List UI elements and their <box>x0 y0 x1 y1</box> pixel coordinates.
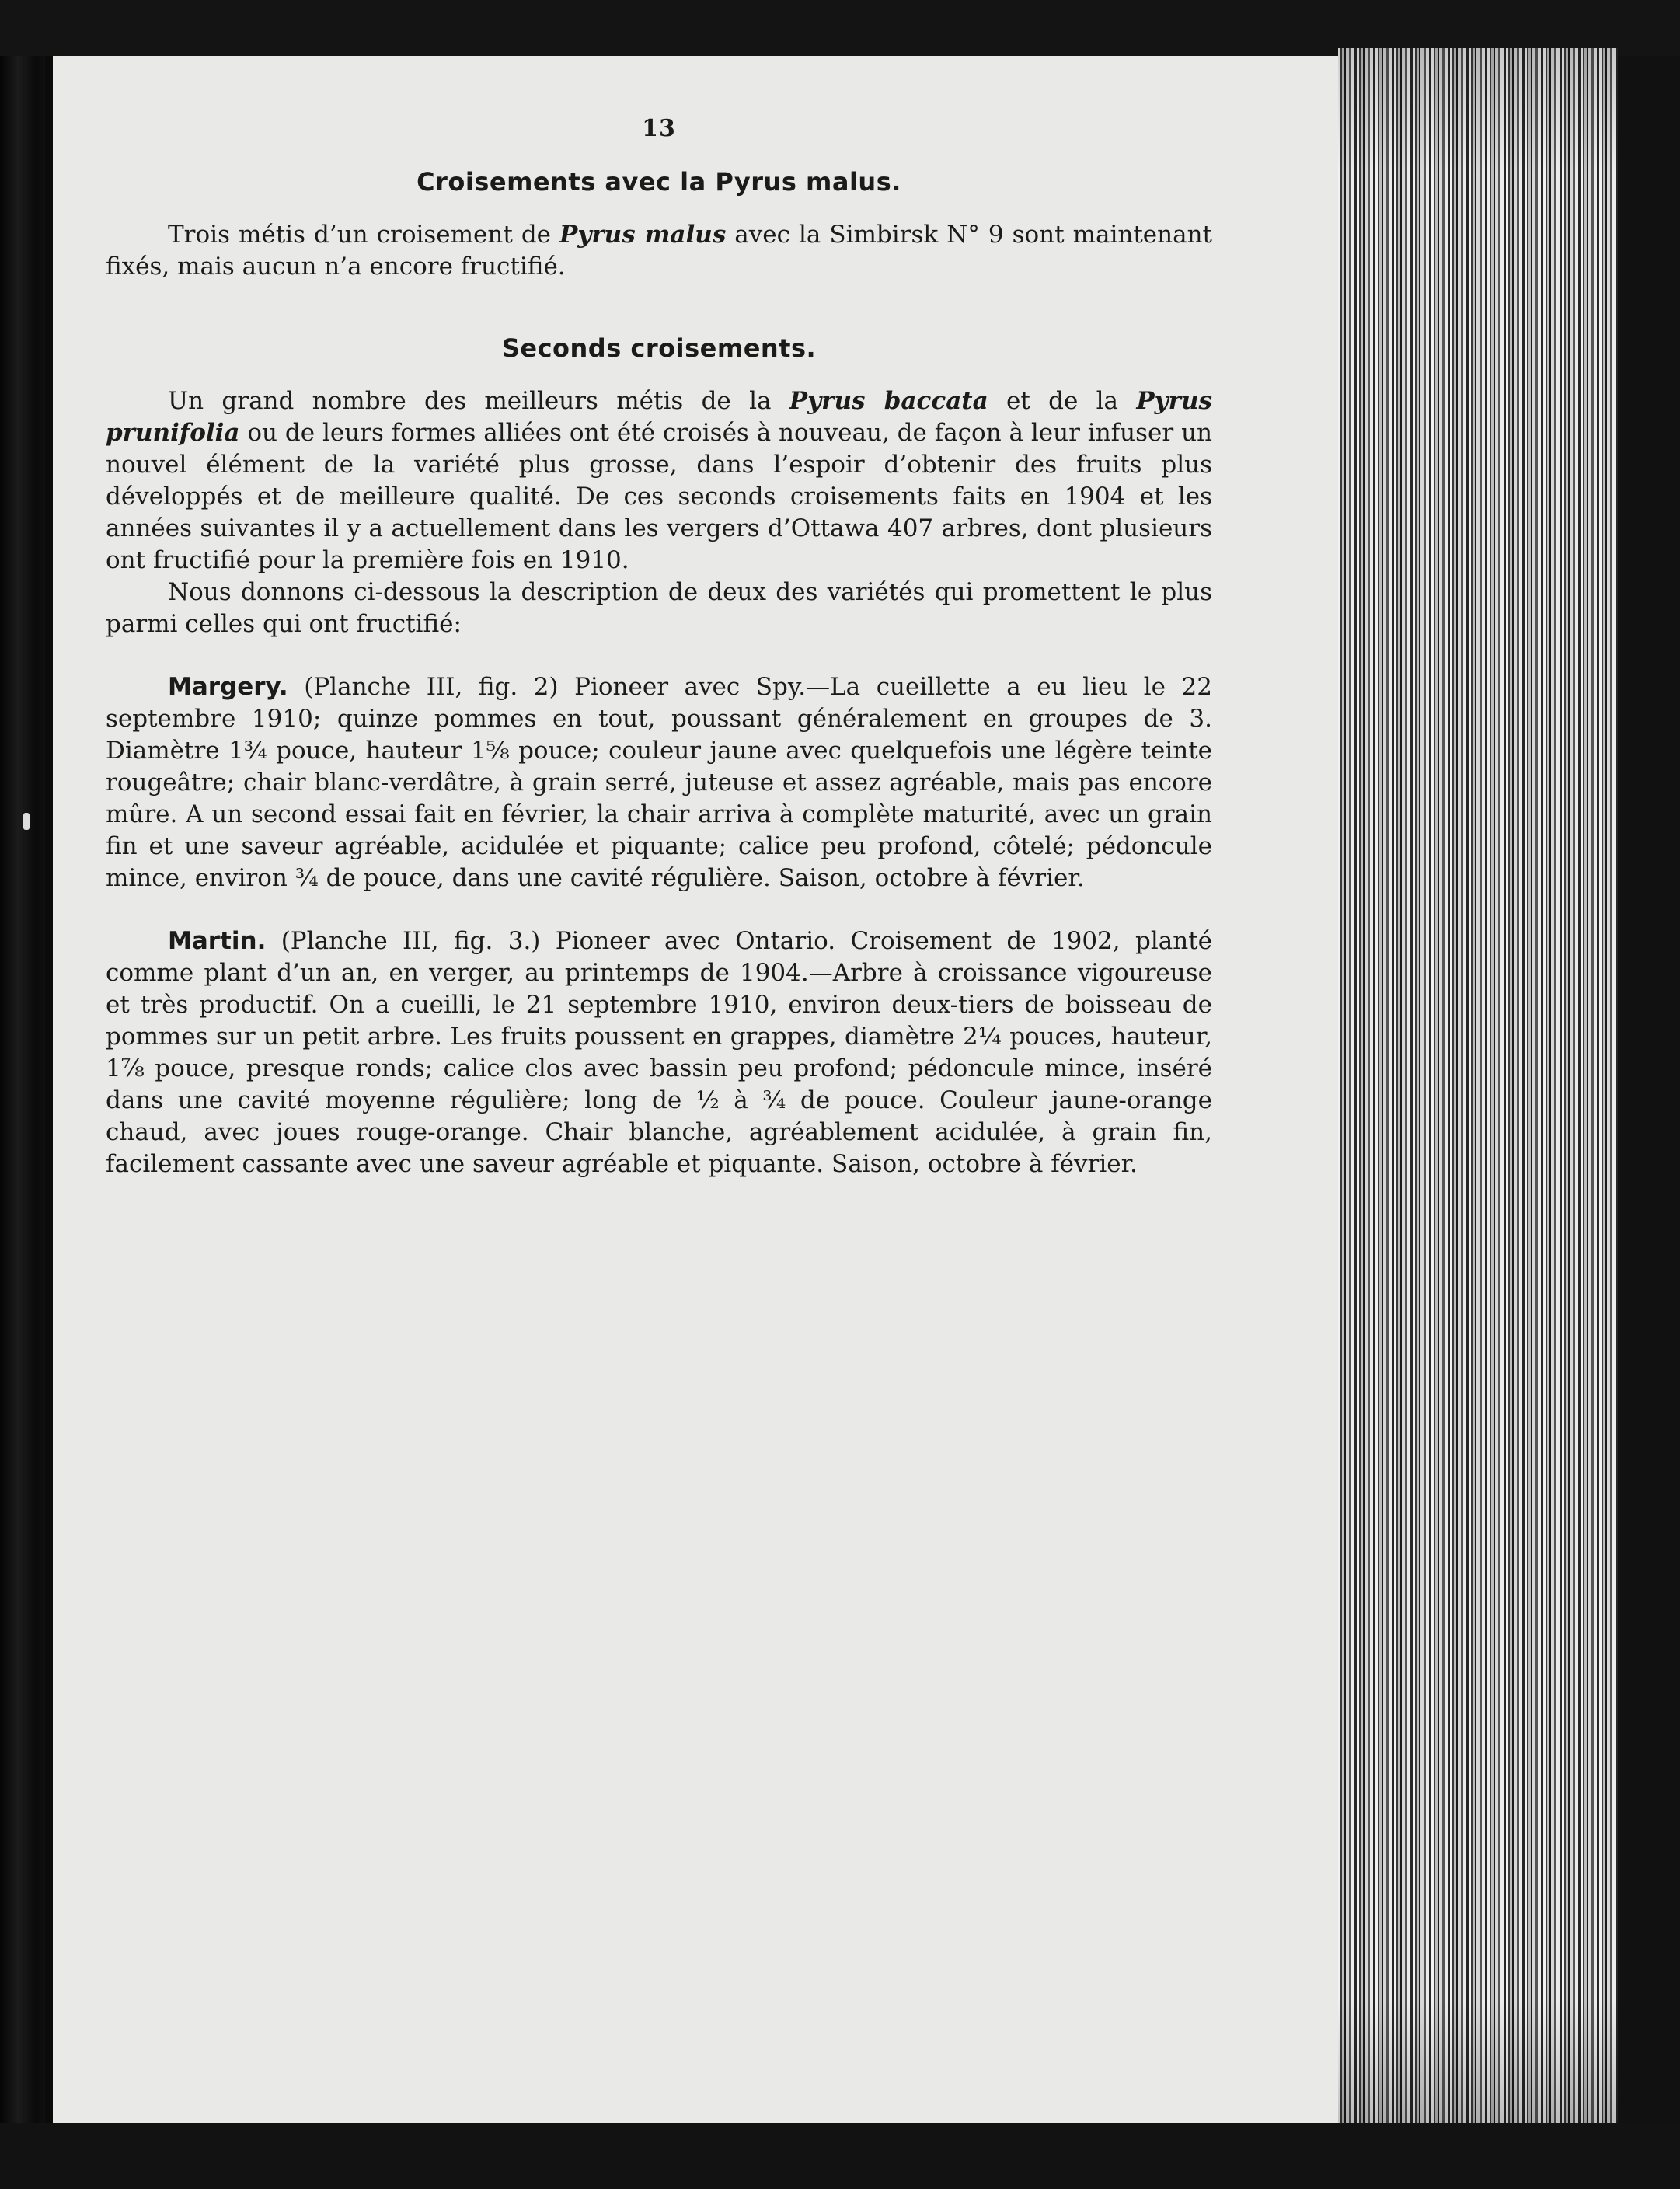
entry-martin <box>106 925 1212 1180</box>
page-edges-stack <box>1338 48 1618 2125</box>
paragraph-pyrus-malus: Trois métis d’un croisement de Pyrus malus avec la Simbirsk N° 9 sont maintenant fixés, mais aucun n’a encore fructifié. <box>106 221 1212 281</box>
section-title-seconds-croisements: Seconds croisements. <box>501 333 817 363</box>
entry-margery <box>106 671 1212 894</box>
italic-pyrus-prunifolia: Pyrus prunifolia <box>106 387 1212 447</box>
italic-pyrus-baccata: Pyrus baccata <box>789 387 988 415</box>
paragraph-seconds-croisements: Un grand nombre des meilleurs métis de la Pyrus baccata et de la Pyrus prunifolia ou de leurs formes alliées ont été croisés à nouveau, de façon à leur infuser un nouvel élément de la variété plus grosse, dans l’espoir d’obtenir des fruits plus développés et de meilleure qualité. De ces seconds croisements faits en 1904 et les années suivantes il y a actuellement dans les vergers d’Ottawa 407 arbres, dont plusieurs ont fructifié pour la première fois en 1910. <box>106 387 1212 574</box>
page-content <box>106 113 1212 1180</box>
scan-background-bottom <box>0 2123 1680 2189</box>
italic-pyrus-malus: Pyrus malus <box>559 221 727 249</box>
entry-martin-text: (Planche III, fig. 3.) Pioneer avec Ontario. Croisement de 1902, planté comme plant d’un an, en verger, au printemps de 1904.—Arbre à croissance vigoureuse et très productif. On a cueilli, le 21 septembre 1910, environ deux-tiers de boisseau de pommes sur un petit arbre. Les fruits poussent en grappes, diamètre 2¼ pouces, hauteur, 1⅞ pouce, presque ronds; calice clos avec bassin peu profond; pédoncule mince, inséré dans une cavité moyenne régulière; long de ½ à ¾ de pouce. Couleur jaune-orange chaud, avec joues rouge-orange. Chair blanche, agréablement acidulée, à grain fin, facilement cassante avec une saveur agréable et piquante. Saison, octobre à février. <box>106 927 1212 1178</box>
paragraph-description-intro: Nous donnons ci-dessous la description de deux des variétés qui promettent le plus parmi celles qui ont fructifié: <box>106 578 1212 638</box>
page-number: 13 <box>642 115 676 142</box>
margin-mark <box>23 813 30 830</box>
entry-margery-text: (Planche III, fig. 2) Pioneer avec Spy.—La cueillette a eu lieu le 22 septembre 1910; quinze pommes en tout, poussant généralement en groupes de 3. Diamètre 1¾ pouce, hauteur 1⅝ pouce; couleur jaune avec quelquefois une légère teinte rougeâtre; chair blanc-verdâtre, à grain serré, juteuse et assez agréable, mais pas encore mûre. A un second essai fait en février, la chair arriva à complète maturité, avec un grain fin et une saveur agréable, acidulée et piquante; calice peu profond, côtelé; pédoncule mince, environ ¾ de pouce, dans une cavité régulière. Saison, octobre à février. <box>106 673 1212 892</box>
variety-name-margery: Margery. <box>168 673 288 701</box>
section-title-pyrus-malus: Croisements avec la Pyrus malus. <box>417 167 901 197</box>
variety-name-martin: Martin. <box>168 927 267 955</box>
